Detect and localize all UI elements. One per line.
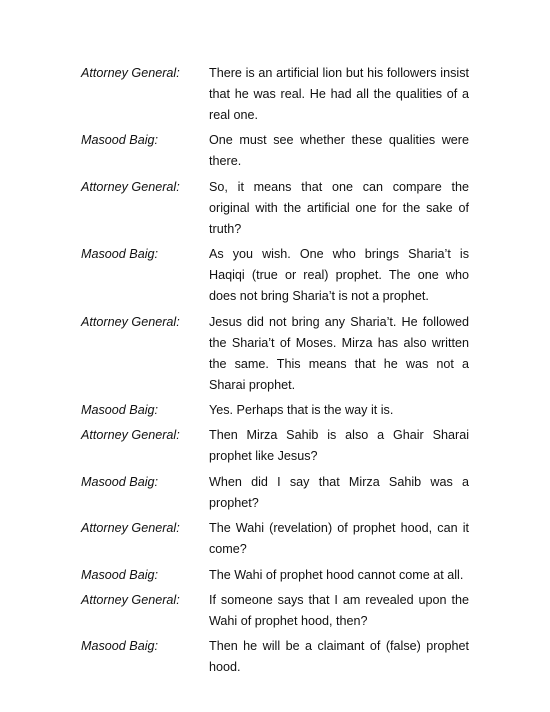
speech-text: Then Mirza Sahib is also a Ghair Sharai prophet like Jesus? [209, 428, 469, 464]
transcript-entry [81, 130, 470, 172]
speech-text: There is an artificial lion but his followers insist that he was real. He had all the qualities of a real one. [209, 66, 469, 122]
transcript-entry [81, 177, 470, 240]
speaker-label: Attorney General: [81, 428, 180, 443]
transcript-entry [81, 518, 470, 560]
speech-text: One must see whether these qualities were there. [209, 133, 469, 169]
speech-text: The Wahi (revelation) of prophet hood, can it come? [209, 521, 469, 557]
transcript-entry [81, 425, 470, 467]
speech-text: Jesus did not bring any Sharia’t. He followed the Sharia’t of Moses. Mirza has also written the same. This means that he was not a Sharai prophet. [209, 314, 469, 392]
speaker-label: Attorney General: [81, 314, 180, 329]
speaker-label: Masood Baig: [81, 133, 159, 148]
speaker-label: Attorney General: [81, 592, 180, 607]
transcript-entry [81, 244, 470, 307]
speaker-label: Masood Baig: [81, 402, 159, 417]
speech-text: The Wahi of prophet hood cannot come at all. [209, 567, 464, 582]
speaker-label: Masood Baig: [81, 474, 159, 489]
speaker-label: Attorney General: [81, 521, 180, 536]
transcript-entry [81, 400, 470, 421]
speech-text: Yes. Perhaps that is the way it is. [209, 402, 394, 417]
speaker-label: Masood Baig: [81, 567, 159, 582]
transcript [81, 63, 470, 683]
speech-text: If someone says that I am revealed upon the Wahi of prophet hood, then? [209, 592, 469, 628]
speaker-label: Attorney General: [81, 179, 180, 194]
transcript-entry [81, 472, 470, 514]
transcript-entry [81, 63, 470, 126]
speech-text: As you wish. One who brings Sharia’t is Haqiqi (true or real) prophet. The one who does not bring Sharia’t is not a prophet. [209, 247, 469, 304]
transcript-entry [81, 590, 470, 632]
speech-text: So, it means that one can compare the original with the artificial one for the sake of truth? [209, 179, 469, 236]
speaker-label: Masood Baig: [81, 247, 159, 262]
transcript-entry [81, 565, 470, 586]
speaker-label: Masood Baig: [81, 639, 159, 654]
transcript-entry [81, 636, 470, 678]
speech-text: When did I say that Mirza Sahib was a prophet? [209, 474, 469, 510]
speaker-label: Attorney General: [81, 66, 180, 80]
speech-text: Then he will be a claimant of (false) prophet hood. [209, 639, 469, 675]
transcript-entry [81, 312, 470, 396]
